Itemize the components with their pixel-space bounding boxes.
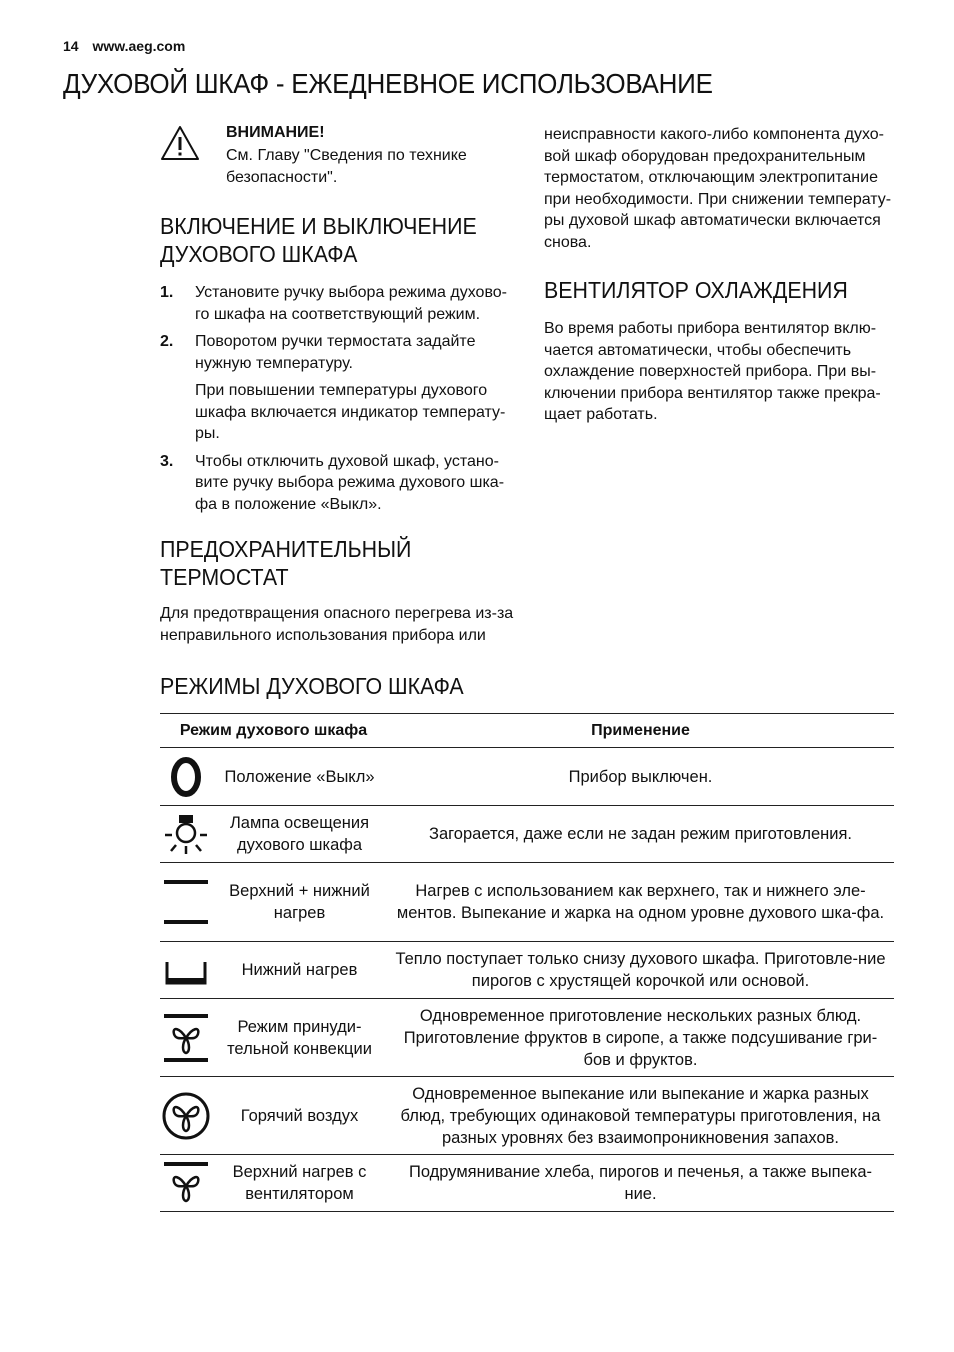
table-header-row [160,714,894,748]
mode-use: Одновременное выпекание или выпекание и жарка разных блюд, требующих одинаковой температуры приготовления, на разных уровнях без взаимопроникновения запахов. [387,1077,894,1155]
thermostat-heading [160,535,411,591]
step-number: 3. [160,452,174,470]
mode-name: Горячий воздух [212,1077,387,1155]
step-text: Поворотом ручки термостата задайте нужную температуру. [195,333,476,372]
thermostat-heading-line1: ПРЕДОХРАНИТЕЛЬНЫЙ [160,536,412,562]
mode-use: Прибор выключен. [387,748,894,806]
step-item [160,331,515,445]
mode-use: Подрумянивание хлеба, пирогов и печенья, а также выпека-ние. [387,1155,894,1212]
col-use-header: Применение [387,714,894,748]
warning-title: ВНИМАНИЕ! [226,124,325,141]
site-url[interactable]: www.aeg.com [92,38,186,54]
table-row [160,863,894,942]
hot-air-icon [161,1090,211,1142]
step-item [160,282,515,325]
lamp-icon [162,811,210,857]
mode-use: Тепло поступает только снизу духового шкафа. Приготовле-ние пирогов с хрустящей корочкой или основой. [387,942,894,999]
mode-use: Загорается, даже если не задан режим приготовления. [387,806,894,863]
table-row [160,1077,894,1155]
mode-name: Лампа освещения духового шкафа [212,806,387,863]
mode-name: Положение «Выкл» [212,748,387,806]
onoff-heading-line2: ДУХОВОГО ШКАФА [160,241,358,267]
modes-heading: РЕЖИМЫ ДУХОВОГО ШКАФА [160,673,464,699]
top-bottom-heat-icon [162,872,210,932]
col-mode-header: Режим духового шкафа [160,714,387,748]
thermostat-heading-line2: ТЕРМОСТАТ [160,564,289,590]
step-text: Установите ручку выбора режима духово-го шкафа на соответствующий режим. [195,284,507,323]
forced-convection-icon [162,1008,210,1068]
onoff-heading [160,212,477,268]
step-item [160,451,515,516]
step-number: 2. [160,333,174,350]
fan-text: Во время работы прибора вентилятор вклю-чается автоматически, чтобы обеспечить охлаждение поверхностей прибора. При вы-ключении прибора вентилятор также прекра-щает работать. [544,320,881,423]
mode-name: Режим принуди-тельной конвекции [212,999,387,1077]
warning-text: См. Главу "Сведения по технике безопасности". [226,147,467,186]
page-title: ДУХОВОЙ ШКАФ - ЕЖЕДНЕВНОЕ ИСПОЛЬЗОВАНИЕ [63,68,713,99]
mode-use: Нагрев с использованием как верхнего, так и нижнего эле-ментов. Выпекание и жарка на одном уровне духового шка-фа. [387,863,894,942]
modes-table [160,713,894,1212]
step-text: Чтобы отключить духовой шкаф, устано-вите ручку выбора режима духового шка-фа в положение «Выкл». [195,452,505,513]
mode-name: Верхний + нижний нагрев [212,863,387,942]
off-icon [166,754,206,800]
mode-name: Верхний нагрев с вентилятором [212,1155,387,1212]
onoff-heading-line1: ВКЛЮЧЕНИЕ И ВЫКЛЮЧЕНИЕ [160,213,477,239]
page-header [63,38,185,54]
mode-name: Нижний нагрев [212,942,387,999]
warning-icon [160,125,200,161]
top-heat-fan-icon [162,1158,210,1208]
onoff-steps [160,282,515,521]
thermostat-text-left: Для предотвращения опасного перегрева из-за неправильного использования прибора или [160,605,514,644]
bottom-heat-icon [162,950,210,990]
mode-use: Одновременное приготовление нескольких разных блюд. Приготовление фруктов в сиропе, а также подсушивание гри-бов и фруктов. [387,999,894,1077]
step-number: 1. [160,284,174,301]
step-subtext: При повышении температуры духового шкафа включается индикатор температу-ры. [195,382,506,442]
table-row [160,942,894,999]
page-number: 14 [63,38,79,54]
fan-heading: ВЕНТИЛЯТОР ОХЛАЖДЕНИЯ [544,277,848,303]
table-row [160,999,894,1077]
table-row [160,1155,894,1212]
table-row [160,806,894,863]
thermostat-text-right: неисправности какого-либо компонента духо-вой шкаф оборудован предохранительным термостатом, отключающим электропитание при необходимости. При снижении температу-ры духовой шкаф автоматически включается снова. [544,126,892,251]
table-row [160,748,894,806]
